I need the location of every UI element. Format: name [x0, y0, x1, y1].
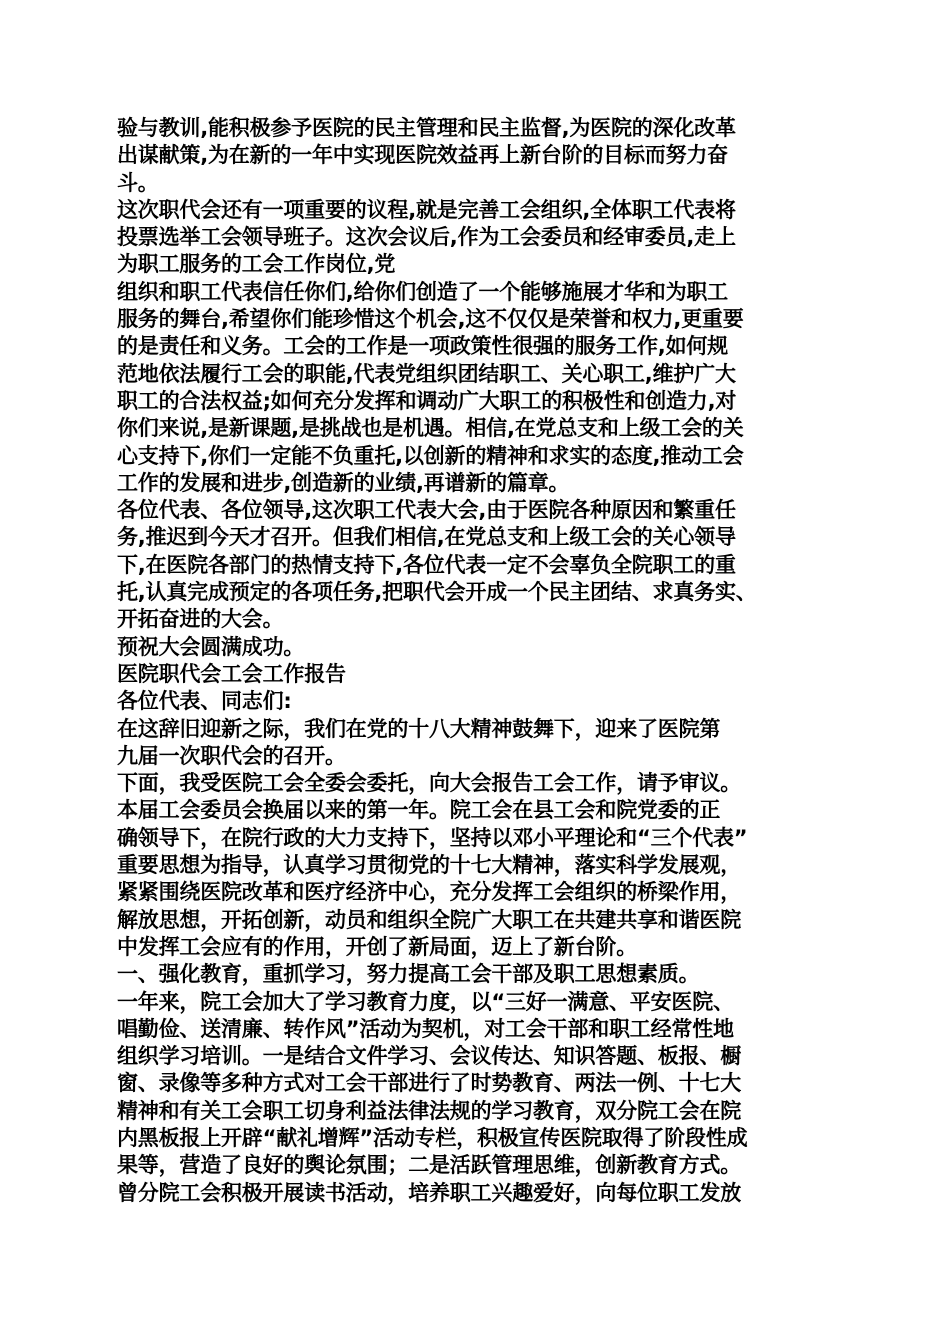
text-line: 斗。 — [117, 170, 159, 195]
text-line: 组织学习培训。一是结合文件学习、会议传达、知识答题、板报、橱 — [117, 1044, 741, 1069]
text-line: 本届工会委员会换届以来的第一年。院工会在县工会和院党委的正 — [117, 798, 721, 823]
text-line: 你们来说,是新课题,是挑战也是机遇。相信,在党总支和上级工会的关 — [117, 416, 744, 441]
text-line: 的是责任和义务。工会的工作是一项政策性很强的服务工作,如何规 — [117, 334, 728, 359]
text-line: 务,推迟到今天才召开。但我们相信,在党总支和上级工会的关心领导 — [117, 525, 736, 550]
text-line: 这次职代会还有一项重要的议程,就是完善工会组织,全体职工代表将 — [117, 197, 736, 222]
text-line: 果等，营造了良好的舆论氛围；二是活跃管理思维，创新教育方式。 — [117, 1153, 741, 1178]
text-line: 下面，我受医院工会全委会委托，向大会报告工会工作，请予审议。 — [117, 771, 741, 796]
salutation: 各位代表、同志们: — [117, 689, 292, 714]
text-line: 预祝大会圆满成功。 — [117, 634, 305, 659]
text-line: 工作的发展和进步,创造新的业绩,再谱新的篇章。 — [117, 470, 570, 495]
document-body — [117, 115, 837, 1207]
report-title: 医院职代会工会工作报告 — [117, 661, 346, 686]
text-line: 组织和职工代表信任你们,给你们创造了一个能够施展才华和为职工 — [117, 279, 728, 304]
text-line: 各位代表、各位领导,这次职工代表大会,由于医院各种原因和繁重任 — [117, 498, 736, 523]
text-line: 内黑板报上开辟“献礼增辉”活动专栏，积极宣传医院取得了阶段性成 — [117, 1125, 748, 1150]
text-line: 紧紧围绕医院改革和医疗经济中心，充分发挥工会组织的桥梁作用， — [117, 880, 741, 905]
text-line: 验与教训,能积极参予医院的民主管理和民主监督,为医院的深化改革 — [117, 116, 736, 140]
text-line: 一年来，院工会加大了学习教育力度，以“三好一满意、平安医院、 — [117, 989, 734, 1014]
text-line: 窗、录像等多种方式对工会干部进行了时势教育、两法一例、十七大 — [117, 1071, 741, 1096]
text-line: 职工的合法权益;如何充分发挥和调动广大职工的积极性和创造力,对 — [117, 388, 737, 413]
section-heading: 一、强化教育，重抓学习，努力提高工会干部及职工思想素质。 — [117, 962, 700, 987]
text-line: 心支持下,你们一定能不负重托,以创新的精神和求实的态度,推动工会 — [117, 443, 744, 468]
text-line: 托,认真完成预定的各项任务,把职代会开成一个民主团结、求真务实、 — [117, 580, 757, 605]
text-line: 确领导下，在院行政的大力支持下，坚持以邓小平理论和“三个代表” — [117, 825, 748, 850]
text-line: 中发挥工会应有的作用，开创了新局面，迈上了新台阶。 — [117, 934, 637, 959]
text-line: 曾分院工会积极开展读书活动，培养职工兴趣爱好，向每位职工发放 — [117, 1180, 741, 1205]
text-line: 精神和有关工会职工切身利益法律法规的学习教育，双分院工会在院 — [117, 1098, 741, 1123]
text-line: 九届一次职代会的召开。 — [117, 743, 346, 768]
text-line: 出谋献策,为在新的一年中实现医院效益再上新台阶的目标而努力奋 — [117, 143, 728, 168]
text-line: 下,在医院各部门的热情支持下,各位代表一定不会辜负全院职工的重 — [117, 552, 736, 577]
text-line: 为职工服务的工会工作岗位,党 — [117, 252, 396, 277]
text-line: 唱勤俭、送清廉、转作风”活动为契机，对工会干部和职工经常性地 — [117, 1016, 734, 1041]
text-line: 在这辞旧迎新之际，我们在党的十八大精神鼓舞下，迎来了医院第 — [117, 716, 721, 741]
text-line: 重要思想为指导，认真学习贯彻党的十七大精神，落实科学发展观， — [117, 853, 741, 878]
text-line: 投票选举工会领导班子。这次会议后,作为工会委员和经审委员,走上 — [117, 225, 736, 250]
text-line: 解放思想，开拓创新，动员和组织全院广大职工在共建共享和谐医院 — [117, 907, 741, 932]
text-line: 开拓奋进的大会。 — [117, 607, 284, 632]
text-line: 服务的舞台,希望你们能珍惜这个机会,这不仅仅是荣誉和权力,更重要 — [117, 307, 744, 332]
text-line: 范地依法履行工会的职能,代表党组织团结职工、关心职工,维护广大 — [117, 361, 736, 386]
